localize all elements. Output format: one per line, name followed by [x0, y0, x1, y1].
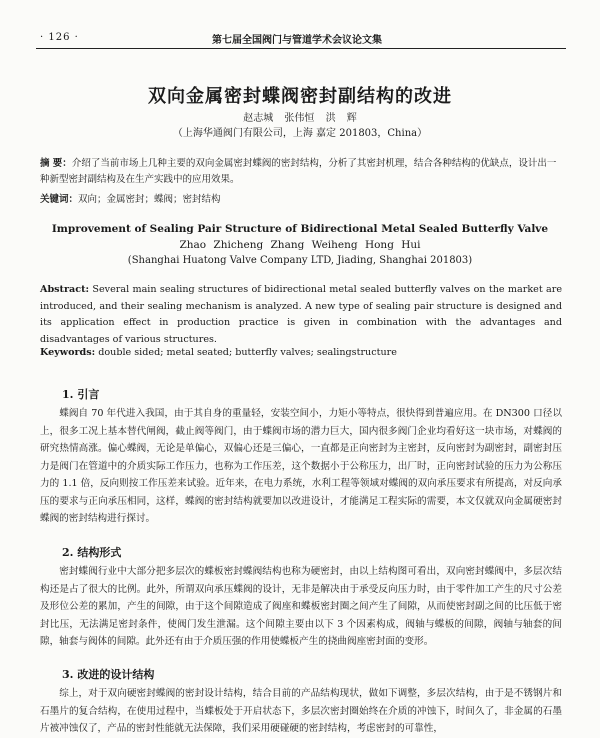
section-1-paragraph: 蝶阀自 70 年代进入我国，由于其自身的重量轻，安装空间小，力矩小等特点，很快得到普遍应用。在 DN300 口径以上，很多工况上基本替代闸阀，截止阀等阀门，由于蝶阀市场的潜力巨大，国内很多阀门企业均看好这一块市场，对蝶阀的研究热情高涨。偏心蝶阀，无论是单偏心，双偏心还是三偏心，一直都是正向密封为主密封，反向密封为副密封，副密封压力是阀门在管道中的介质实际工作压力，也称为工作压差，这个数据小于公称压力，出厂时，正向密封试验的压力为公称压力的 1.1 倍，反向则按工作压差来试验。近年来，在电力系统，水利工程等领域对蝶阀的双向承压要求有所提高，对反向承压的要求与正向承压相同，这样，蝶阀的密封结构就要加以改进设计，才能满足工程实际的需要，本文仅就双向金属硬密封蝶阀的密封结构进行探讨。: [40, 408, 562, 524]
keywords-cn-text: 双向；金属密封；蝶阀；密封结构: [78, 194, 221, 205]
affiliation-en: (Shanghai Huatong Valve Company LTD, Jiading, Shanghai 201803): [127, 255, 473, 266]
section-heading-2: 2. 结构形式: [62, 546, 122, 559]
abstract-en-label: Abstract:: [40, 284, 90, 295]
keywords-cn-label: 关键词：: [40, 194, 79, 205]
abstract-en-text: Several main sealing structures of bidirectional metal sealed butterfly valves on the market are introduced, and their sealing mechanism is analyzed. A new type of sealing pair structure is designed and its application effect in production practice is given in combination with the advantages and disadvantages of various structures.: [40, 284, 562, 345]
keywords-en: [40, 347, 562, 358]
keywords-cn: [40, 191, 562, 205]
keywords-en-text: double sided; metal seated; butterfly valves; sealingstructure: [95, 347, 397, 358]
section-heading-3: 3. 改进的设计结构: [62, 668, 155, 681]
abstract-cn-text: 介绍了当前市场上几种主要的双向金属密封蝶阀的密封结构，分析了其密封机理，结合各种结构的优缺点，设计出一种新型密封副结构及在生产实践中的应用效果。: [40, 158, 557, 185]
running-title: 第七届全国阀门与管道学术会议论文集: [212, 35, 382, 46]
keywords-en-label: Keywords:: [40, 347, 96, 358]
paper-title-en: Improvement of Sealing Pair Structure of Bidirectional Metal Sealed Butterfly Valve: [51, 223, 549, 235]
header-rule: [36, 48, 566, 49]
section-3-paragraph: 综上，对于双向硬密封蝶阀的密封设计结构，结合目前的产品结构现状，做如下调整，多层次结构，由于是不锈钢片和石墨片的复合结构，在使用过程中，当蝶板处于开启状态下，多层次密封圈始终在介质的冲蚀下，时间久了，非金属的石墨片被冲蚀仅了，产品的密封性能就无法保障，我们采用硬碰硬的密封结构，考虑密封的可靠性，: [40, 688, 562, 734]
paper-title-cn: 双向金属密封蝶阀密封副结构的改进: [148, 86, 452, 107]
page-number: · 126 ·: [40, 32, 79, 43]
section-heading-1: 1. 引言: [62, 388, 100, 401]
authors-en: Zhao Zhicheng Zhang Weiheng Hong Hui: [179, 239, 421, 251]
affiliation-cn: （上海华通阀门有限公司，上海 嘉定 201803，China）: [172, 128, 428, 139]
section-2-paragraph: 密封蝶阀行业中大部分把多层次的蝶板密封蝶阀结构也称为硬密封，由以上结构图可看出，双向密封蝶阀中，多层次结构还是占了很大的比例。此外，所谓双向承压蝶阀的设计，无非是解决由于承受反向压力时，由于零件加工产生的尺寸公差及形位公差的累加，产生的间隙，由于这个间隙造成了阀座和蝶板密封圈之间产生了间隙，从而使密封副之间的比压低于密封比压，无法满足密封条件，使阀门发生泄漏。这个间隙主要由以下 3 个因素构成，阀轴与蝶板的间隙，阀轴与轴套的间隙，轴套与阀体的间隙。此外还有由于介质压强的作用使蝶板产生的挠曲阀座密封面的变形。: [40, 566, 562, 647]
abstract-cn-label: 摘 要：: [40, 158, 72, 169]
abstract-en: [40, 282, 562, 348]
abstract-cn: [40, 156, 562, 188]
authors-cn: 赵志城 张伟恒 洪 辉: [243, 113, 357, 124]
